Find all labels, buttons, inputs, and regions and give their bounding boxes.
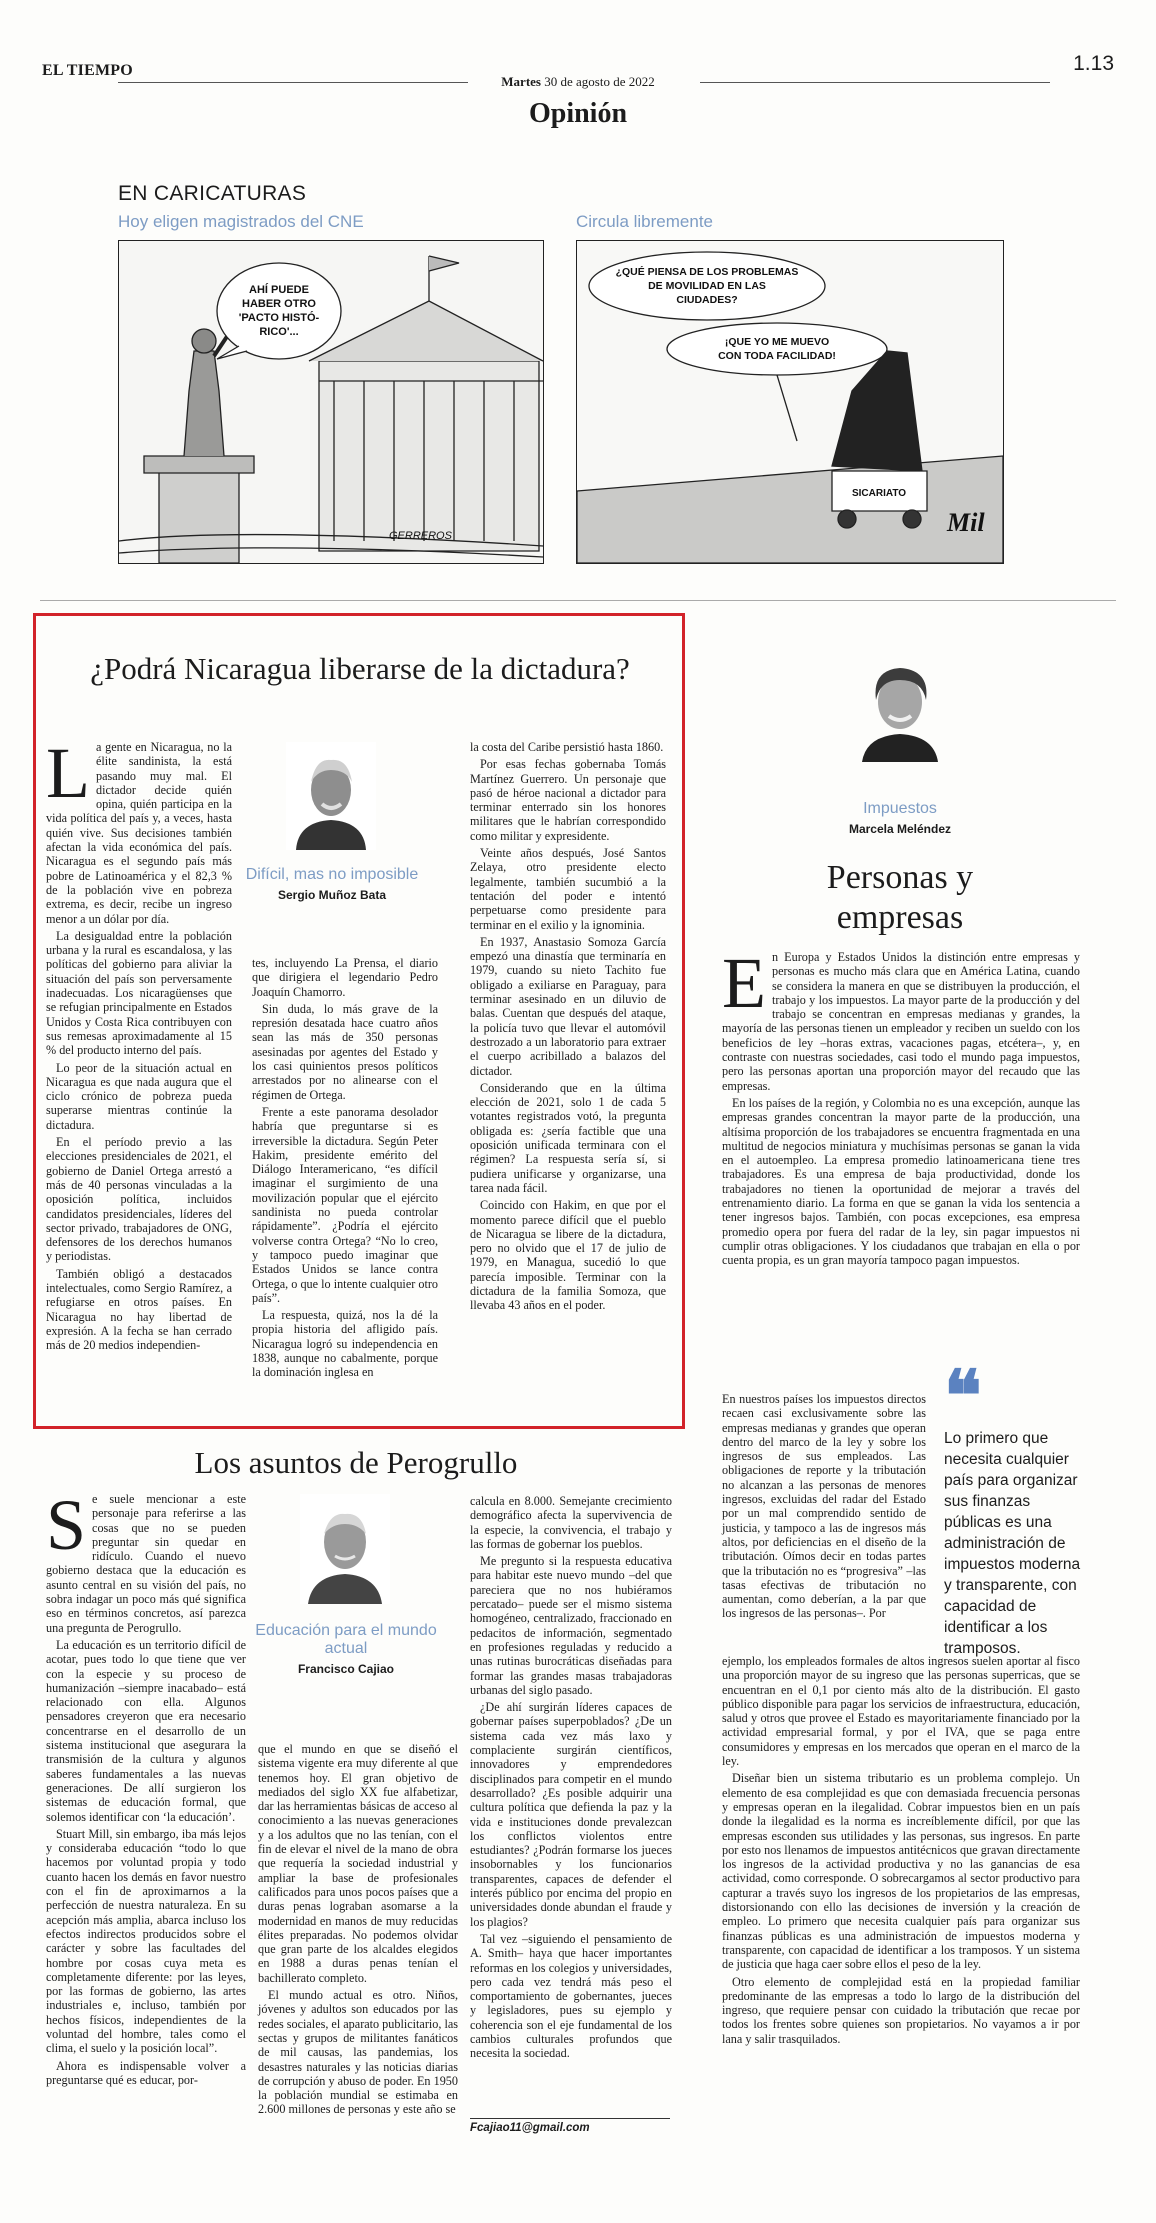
article3-para: Otro elemento de complejidad está en la propiedad familiar predominante de las empresas a todo lo largo de la distribución del ingreso, que requiere pensar con cuidado la tributación que recae por todos los frentes sobre quienes son propietarios. No vayamos a ir por lana y salir trasquilados. — [722, 1974, 1080, 2046]
pullquote-text: Lo primero que necesita cualquier país para organizar sus finanzas públicas es una administración de impuestos moderna y transparente, con capacidad de identificar a los tramposos. — [944, 1430, 1081, 1657]
left-cartoon-subtitle: Hoy eligen magistrados del CNE — [118, 212, 364, 231]
article3-top-column — [722, 943, 1080, 1271]
article1-column-3 — [470, 740, 666, 1316]
article2-col1-para: La educación es un territorio difícil de acotar, pues todo lo que tiene que ver con la especie y su proceso de humanización –siempre inacabado– está relacionado con ella. Algunos pensadores creyeron que era necesario concentrarse en el desarrollo de un sistema institucional que asegurara la transmisión de la cultura y algunos saberes fundamentales a las nuevas generaciones. De allí surgieron los sistemas de educación formal, que solemos identificar con ‘la educación’. — [46, 1637, 246, 1824]
article3-headline: Personas y empresas — [826, 859, 974, 936]
author-photo-icon — [300, 1494, 390, 1604]
section-divider — [40, 600, 1116, 601]
article3-author-name: Marcela Meléndez — [848, 822, 952, 836]
article3-kicker: Impuestos — [863, 800, 937, 817]
article3-para: ejemplo, los empleados formales de altos ingresos suelen aportar al fisco una proporción mayor de su ingreso que las personas superricas, que se encuentran en el 0,1 por ciento más alto de la distribución. El gasto público disponible para pagar los servicios de infraestructura, educación, salud y otros que provee el Estado es mayoritariamente financiado por la actividad empresarial formal, y por el IVA, que se paga entre consumidores y empresas en los mercados que operan en el marco de la ley. — [722, 1654, 1080, 1769]
left-balloon-line-3: 'PACTO HISTÓ- — [238, 312, 320, 324]
article3-para: Diseñar bien un sistema tributario es un problema complejo. Un elemento de esa complejidad es que con demasiada frecuencia personas y empresas operan en la ilegalidad. Cobrar impuestos bien en un país donde la ilegalidad es la norma es increíblemente difícil, por que las empresas esconden sus utilidades y las personas, sus ingresos. En parte por esto nos llenamos de impuestos antitécnicos que gravan directamente los ingresos de la actividad productiva y no las ganancias de esa actividad, como corresponde. O sobrecargamos al sector productivo para capturar a través suyo los ingresos de los propietarios de las empresas, distorsionando con ello las decisiones de inversión y la creación de empleo. Lo primero que necesita cualquier país para organizar sus finanzas públicas es una administración de impuestos moderna y transparente, con capacidad de identificar a los tramposos. Y un sistema de justicia que haga caer sobre ellos el peso de la ley. — [722, 1771, 1080, 1972]
date-text: 30 de agosto de 2022 — [544, 74, 655, 89]
left-balloon-line-2: HABER OTRO — [242, 298, 316, 310]
article1-author-caption — [240, 866, 424, 902]
article1-col1-para: La gente en Nicaragua, no la élite sandinista, la está pasando muy mal. El dictador decide quién opina, quién participa en la vida política del país y, a veces, hasta quién vive. Sus decisiones también afectan la vida económica del país. Nicaragua es el segundo país más pobre de Latinoamérica y el 82,3 % de la población vive en pobreza extrema, es decir, recibe un ingreso menor a un dólar por día. — [46, 733, 232, 926]
article1-col1-para: También obligó a destacados intelectuales, como Sergio Ramírez, a refugiarse en otros países. En Nicaragua no hay libertad de expresión. A la fecha se han cerrado más de 20 medios independien- — [46, 1266, 232, 1353]
article2-column-1 — [46, 1485, 246, 2090]
left-balloon-line-1: AHÍ PUEDE — [249, 284, 309, 296]
article2-col3-para: ¿De ahí surgirán líderes capaces de gobernar países superpoblados? ¿De un sistema cada vez más laxo y complaciente surgirán científicos, innovadores y emprendedores disciplinados para competir en el mundo desarrollado? ¿Es posible adquirir una cultura política que defienda la paz y la vida e instituciones donde prevalezcan los conflictos violentos entre estudiantes? ¿Podrán formarse los jueces insobornables y los funcionarios transparentes, capaces de defender el interés público por encima del propio en universidades donde abundan el fraude y los plagios? — [470, 1700, 672, 1929]
article1-headline: ¿Podrá Nicaragua liberarse de la dictadura? — [90, 651, 630, 686]
right-balloon-1-line-2: DE MOVILIDAD EN LAS — [648, 280, 766, 292]
header-rule-right — [700, 82, 1050, 83]
article1-column-2 — [252, 956, 438, 1383]
article1-col3-para: Por esas fechas gobernaba Tomás Martínez Guerrero. Un personaje que pasó de héroe nacional a dictador para terminar enterrado sin los honores militares que le habrían correspondido como militar y expresidente. — [470, 757, 666, 843]
article1-col3-para: Coincido con Hakim, en que por el momento parece difícil que el pueblo de Nicaragua se libere de la dictadura, pero no olvido que el 17 de julio de 1979, en Managua, sucedió lo que parecía imposible. Terminar con la dictadura de la familia Somoza, que llevaba 43 años en el poder. — [470, 1198, 666, 1313]
article2-col2-para: que el mundo en que se diseñó el sistema vigente era muy diferente al que tenemos hoy. El gran objetivo de mediados del siglo XX fue alfabetizar, dar las herramientas básicas de acceso al conocimiento a las nuevas generaciones y a los adultos que no las tenían, con el fin de elevar el nivel de la mano de obra que requería la sociedad industrial y ampliar la base de profesionales calificados para unos pocos países que a duras penas lograban asomarse a la modernidad en manos de muy reducidas élites preparadas. No podemos olvidar que gran parte de los alcaldes elegidos en 1988 a duras penas tenían el bachillerato completo. — [258, 1742, 458, 1985]
article1-col2-para: La respuesta, quizá, nos la dé la propia historia del afligido país. Nicaragua logró su independencia en 1838, aunque no cabalmente, porque la dominación inglesa en — [252, 1308, 438, 1380]
article2-author-caption — [254, 1622, 438, 1676]
pullquote-block — [944, 1359, 1084, 1659]
article1-column-1 — [46, 733, 232, 1355]
author-photo-icon — [850, 652, 950, 762]
right-balloon-1-line-1: ¿QUÉ PIENSA DE LOS PROBLEMAS — [615, 266, 799, 278]
article2-col2-para: El mundo actual es otro. Niños, jóvenes y adultos son educados por las redes sociales, el aparato publicitario, las sectas y grupos de militantes fanáticos de mil causas, las pandemias, los desastres naturales y las noticias diarias de corrupción y abuso de poder. En 1950 la población mundial se estimaba en 2.600 millones de personas y este año se — [258, 1988, 458, 2117]
article2-author-portrait — [300, 1494, 390, 1604]
article3-para: En nuestros países los impuestos directos recaen casi exclusivamente sobre las empresas medianas y grandes que operan dentro del marco de la ley y sobre los ingresos de sus empleados. Las obligaciones de reporte y la tributación no alcanzan a las personas de menores ingresos, excluidas del radar del Estado por un mal comprendido sentido de justicia, y tampoco a las de ingresos más altos, por deficiencias en el diseño de la tributación. Oímos decir en todas partes que la tributación no es “progresiva” –las tasas efectivas de tributación no aumentan, como deberían, a la par que los ingresos de las personas–. Por — [722, 1392, 926, 1621]
article1-col2-para: Sin duda, lo más grave de la represión desatada hace cuatro años sean las más de 350 personas asesinadas por agentes del Estado y los casi quinientos presos políticos arrestados por no alinearse con el régimen de Ortega. — [252, 1001, 438, 1102]
right-balloon-2-line-2: CON TODA FACILIDAD! — [718, 350, 836, 362]
quote-mark-icon: ❝ — [944, 1359, 982, 1436]
right-balloon-2-line-1: ¡QUE YO ME MUEVO — [724, 336, 830, 348]
caricaturas-heading: EN CARICATURAS — [118, 182, 307, 205]
article1-col1-para: Lo peor de la situación actual en Nicaragua es que nada augura que el ciclo crónico de pobreza pueda superarse mientras continúe la dictadura. — [46, 1060, 232, 1132]
article1-col1-para: En el período previo a las elecciones presidenciales de 2021, el gobierno de Daniel Ortega arrestó a más de 40 personas vinculadas a la oposición política, incluidos candidatos presidenciales, líderes del sector privado, trabajadores de ONG, defensores de los derechos humanos y periodistas. — [46, 1135, 232, 1264]
article2-col1-para: Stuart Mill, sin embargo, iba más lejos y consideraba educación “todo lo que hacemos por voluntad propia y todo cuanto hacen los demás en favor nuestro con el fin de aproximarnos a la perfección de nuestra naturaleza. En su acepción más amplia, abarca incluso los efectos indirectos producidos sobre el carácter y sobre las facultades del hombre por cosas cuya meta es completamente diferente: por las leyes, por las formas de gobierno, las artes industriales e, incluso, también por hechos físicos, independientes de la voluntad del hombre, tales como el clima, el suelo y la posición local”. — [46, 1826, 246, 2056]
right-cartoon-signature: Mil — [947, 508, 985, 537]
date-day: Martes — [501, 74, 541, 89]
article1-col3-para: Veinte años después, José Santos Zelaya, otro presidente electo legalmente, también sucumbió a la tentación del poder e intentó perpetuarse como presidente para terminar en el exilio y la ignominia. — [470, 846, 666, 932]
article2-email-rule — [470, 2118, 670, 2119]
article2-col3-para: calcula en 8.000. Semejante crecimiento demográfico afecta la supervivencia de la especie, la convivencia, el trabajo y las formas de gobernar los pueblos. — [470, 1494, 672, 1551]
article2-column-3 — [470, 1494, 672, 2064]
vehicle-label: SICARIATO — [851, 488, 907, 499]
article3-bottom-column — [722, 1654, 1080, 2049]
article1-col2-para: Frente a este panorama desolador habría que preguntarse si es irreversible la dictadura. Según Peter Hakim, presidente emérito del Diálogo Interamericano, “es difícil imaginar el surgimiento de una movilización popular que el ejército sandinista no pueda controlar rápidamente”. ¿Podría el ejército volverse contra Ortega? “No lo creo, y tampoco puedo imaginar que Estados Unidos se lance contra Ortega, o que lo intente cualquier otro país”. — [252, 1104, 438, 1305]
article1-col3-para: En 1937, Anastasio Somoza García empezó una dinastía que terminaría en 1979, cuando su nieto Tachito fue obligado a exiliarse en Paraguay, para terminar asesinado en un diluvio de balas. Cuentan que después del ataque, la policía tuvo que llevar el automóvil destrozado a un laboratorio para extraer el cuerpo acribillado a balazos del dictador. — [470, 934, 666, 1078]
article1-kicker: Difícil, mas no imposible — [245, 866, 419, 883]
article2-col1-para: Se suele mencionar a este personaje para referirse a las cosas que no se pueden preguntar sin quedar en ridículo. Cuando el nuevo gobierno destaca que la educación es asunto central en su visión del país, no sobra indagar un poco más qué significa eso en términos concretos, así parezca una pregunta de Perogrullo. — [46, 1485, 246, 1635]
section-title: Opinión — [528, 98, 628, 129]
article2-col3-para: Me pregunto si la respuesta educativa para habitar este nuevo mundo –del que pareciera que no nos hubiéramos percatado– puede ser el mismo sistema homogéneo, centralizado, fraccionado en pedacitos de información, segmentado en profesiones reguladas y reducido a unas rutinas burocráticas diseñadas para formar las grandes masas trabajadoras urbanas del siglo pasado. — [470, 1554, 672, 1697]
article2-col1-para: Ahora es indispensable volver a preguntarse qué es educar, por- — [46, 2058, 246, 2087]
article2-headline: Los asuntos de Perogrullo — [194, 1445, 518, 1480]
article2-kicker: Educación para el mundo actual — [255, 1622, 437, 1657]
drop-cap: E — [722, 943, 766, 1023]
right-balloon-1-line-3: CIUDADES? — [676, 294, 738, 306]
article1-col3-para: Considerando que en la última elección de 2021, solo 1 de cada 5 votantes registrados votó, la pregunta obligada es: ¿sería factible que una oposición unificada terminara con el régimen? La respuesta sería sí, si pudiera unificarse y organizarse, una tarea nada fácil. — [470, 1080, 666, 1195]
article1-author-name: Sergio Muñoz Bata — [277, 888, 386, 902]
right-cartoon-drawing — [577, 241, 1003, 563]
drop-cap: S — [46, 1485, 87, 1565]
article3-para: En Europa y Estados Unidos la distinción entre empresas y personas es mucho más clara que en América Latina, cuando se considera la manera en que se distribuyen la producción, el trabajo y los impuestos. La mayor parte de la producción y del trabajo se concentran en empresas medianas y grandes, la mayoría de las personas tienen un empleador y reciben un sueldo con los beneficios de ley –horas extras, vacaciones pagas, etcétera–, y, en contraste con nuestras sociedades, casi todo el mundo paga impuestos, pero las personas aportan una proporción mayor del recaudo que las empresas. — [722, 943, 1080, 1093]
masthead: EL TIEMPO — [42, 62, 133, 79]
article2-col3-para: Tal vez –siguiendo el pensamiento de A. Smith– haya que hacer importantes reformas en los colegios y universidades, pero cada vez tendrá más peso el comportamiento de gobernantes, jueces y legisladores, pues su ejemplo y coherencia son el eje fundamental de los cambios culturales profundos que necesita la sociedad. — [470, 1931, 672, 2061]
article2-author-name: Francisco Cajiao — [297, 1662, 395, 1676]
right-cartoon-subtitle: Circula libremente — [576, 212, 713, 231]
drop-cap: L — [46, 733, 90, 813]
article3-author-portrait — [850, 652, 950, 762]
article1-col1-para: La desigualdad entre la población urbana y la rural es escandalosa, y las políticas del gobierno para aliviar la situación del país son perversamente inadecuadas. Los nicaragüenses que se refugian principalmente en Estados Unidos y Costa Rica contribuyen con sus remesas aproximadamente al 15 % del producto interno del país. — [46, 928, 232, 1058]
right-cartoon — [576, 240, 1004, 564]
article2-email: Fcajiao11@gmail.com — [470, 2122, 590, 2134]
left-cartoon-drawing — [119, 241, 543, 563]
left-cartoon — [118, 240, 544, 564]
left-cartoon-signature: GERREROS — [389, 530, 452, 542]
page-number: 1.13 — [1073, 52, 1114, 75]
article3-para: En los países de la región, y Colombia no es una excepción, aunque las empresas grandes concentran la mayor parte de la producción, una altísima proporción de los trabajadores se encuentra fragmentada en una multitud de negocios miniatura y muchísimas personas se ganan la vida en el autoempleo. La empresa promedio latinoamericana tiene tres trabajadores. Es una empresa de baja productividad, donde los trabajadores no tienen la oportunidad de mejorar a través del entrenamiento diario. La forma en que se ganan la vida los sentencia a tener ingresos bajos. También, con pocas excepciones, esa empresa promedio opera por fuera del radar de la ley, sin pagar impuestos ni cumplir otras obligaciones. Y los ciudadanos que trabajan en ella o por cuenta propia, es un gran mayoría tampoco pagan impuestos. — [722, 1095, 1080, 1268]
article2-column-2 — [258, 1742, 458, 2120]
article1-col3-para: la costa del Caribe persistió hasta 1860. — [470, 740, 664, 754]
article1-author-portrait — [286, 742, 376, 850]
left-balloon-line-4: RICO'... — [259, 326, 299, 338]
article3-author-caption — [800, 800, 1000, 836]
article3-narrow-column — [722, 1392, 926, 1624]
article1-col2-para: tes, incluyendo La Prensa, el diario que dirigiera el legendario Pedro Joaquín Chamorro. — [252, 956, 438, 999]
author-photo-icon — [286, 742, 376, 850]
